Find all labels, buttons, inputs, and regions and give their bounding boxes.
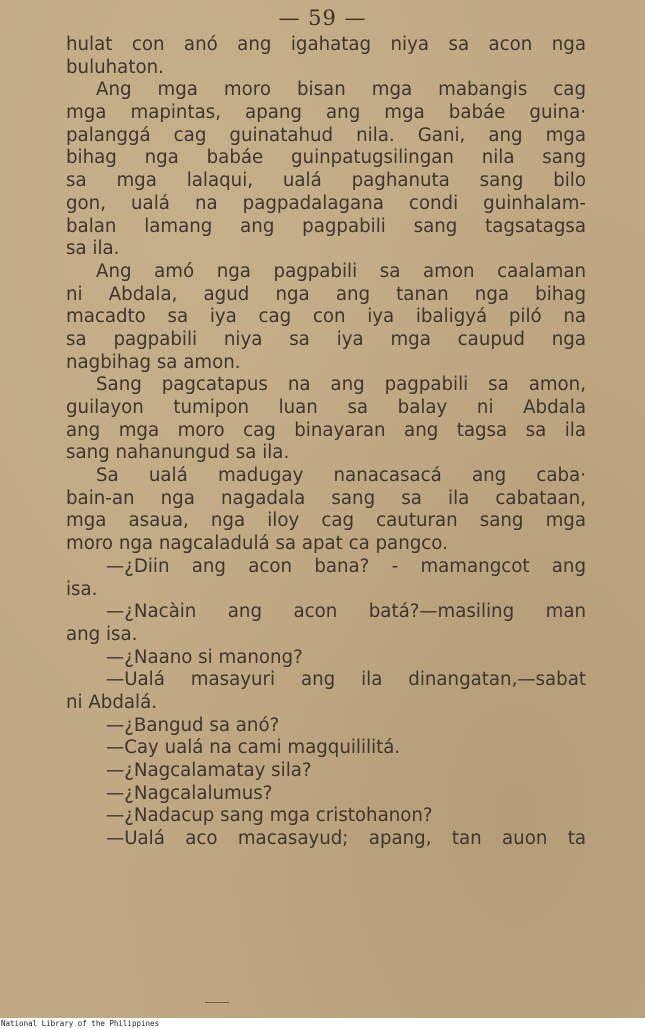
- text-line: ang mga moro cag binayaran ang tagsa sa ila: [66, 419, 586, 441]
- bottom-rule: [205, 1002, 229, 1003]
- library-stamp: National Library of the Philippines: [1, 1019, 160, 1028]
- text-line: ni Abdala, agud nga ang tanan nga bihag: [66, 283, 586, 305]
- text-line: Sang pagcatapus na ang pagpabili sa amon,: [96, 374, 586, 396]
- text-line: Ang amó nga pagpabili sa amon caalaman: [96, 260, 586, 282]
- text-line: Sa ualá madugay nanacasacá ang caba·: [96, 465, 586, 487]
- text-line: sa ila.: [66, 238, 120, 260]
- text-line: ang isa.: [66, 623, 138, 645]
- text-line: —¿Bangud sa anó?: [106, 714, 280, 736]
- text-line: —¿Nacàin ang acon batá?—masiling man: [106, 601, 586, 623]
- text-line: bain-an nga nagadala sang sa ila cabataan,: [66, 487, 586, 509]
- text-line: bihag nga babáe guinpatugsilingan nila sang: [66, 147, 586, 169]
- text-line: mga mapintas, apang ang mga babáe guina·: [66, 102, 586, 124]
- text-line: —Ualá masayuri ang ila dinangatan,—sabat: [106, 669, 586, 691]
- text-line: —¿Nagcalamatay sila?: [106, 760, 312, 781]
- text-line: buluhaton.: [66, 56, 164, 78]
- text-line: moro nga nagcaladulá sa apat ca pangco.: [66, 533, 448, 555]
- text-line: gon, ualá na pagpadalagana condi guinhalam-: [66, 192, 586, 214]
- text-line: palanggá cag guinatahud nila. Gani, ang mga: [66, 124, 586, 146]
- text-line: isa.: [66, 578, 98, 600]
- text-line: —¿Diin ang acon bana? - mamangcot ang: [106, 555, 586, 577]
- text-line: mga asaua, nga iloy cag cauturan sang mga: [66, 510, 586, 532]
- text-line: —¿Nadacup sang mga cristohanon?: [106, 805, 433, 827]
- text-line: macadto sa iya cag con iya ibaligyá piló na: [66, 306, 586, 328]
- text-line: Ang mga moro bisan mga mabangis cag: [96, 79, 586, 101]
- page-number: — 59 —: [278, 6, 367, 30]
- text-line: —¿Naano si manong?: [106, 646, 303, 668]
- text-line: sang nahanungud sa ila.: [66, 442, 290, 464]
- text-line: sa mga lalaqui, ualá paghanuta sang bilo: [66, 170, 586, 192]
- text-line: —¿Nagcalalumus?: [106, 782, 273, 804]
- text-line: sa pagpabili niya sa iya mga caupud nga: [66, 328, 586, 350]
- text-line: hulat con anó ang igahatag niya sa acon nga: [66, 34, 586, 55]
- text-line: guilayon tumipon luan sa balay ni Abdala: [66, 397, 586, 418]
- text-line: nagbihag sa amon.: [66, 351, 241, 373]
- text-line: —Cay ualá na cami magquililitá.: [106, 737, 401, 759]
- text-line: balan lamang ang pagpabili sang tagsatagsa: [66, 215, 586, 237]
- text-line: —Ualá aco macasayud; apang, tan auon ta: [106, 828, 586, 850]
- text-line: ni Abdalá.: [66, 691, 158, 713]
- body-text: [66, 34, 586, 851]
